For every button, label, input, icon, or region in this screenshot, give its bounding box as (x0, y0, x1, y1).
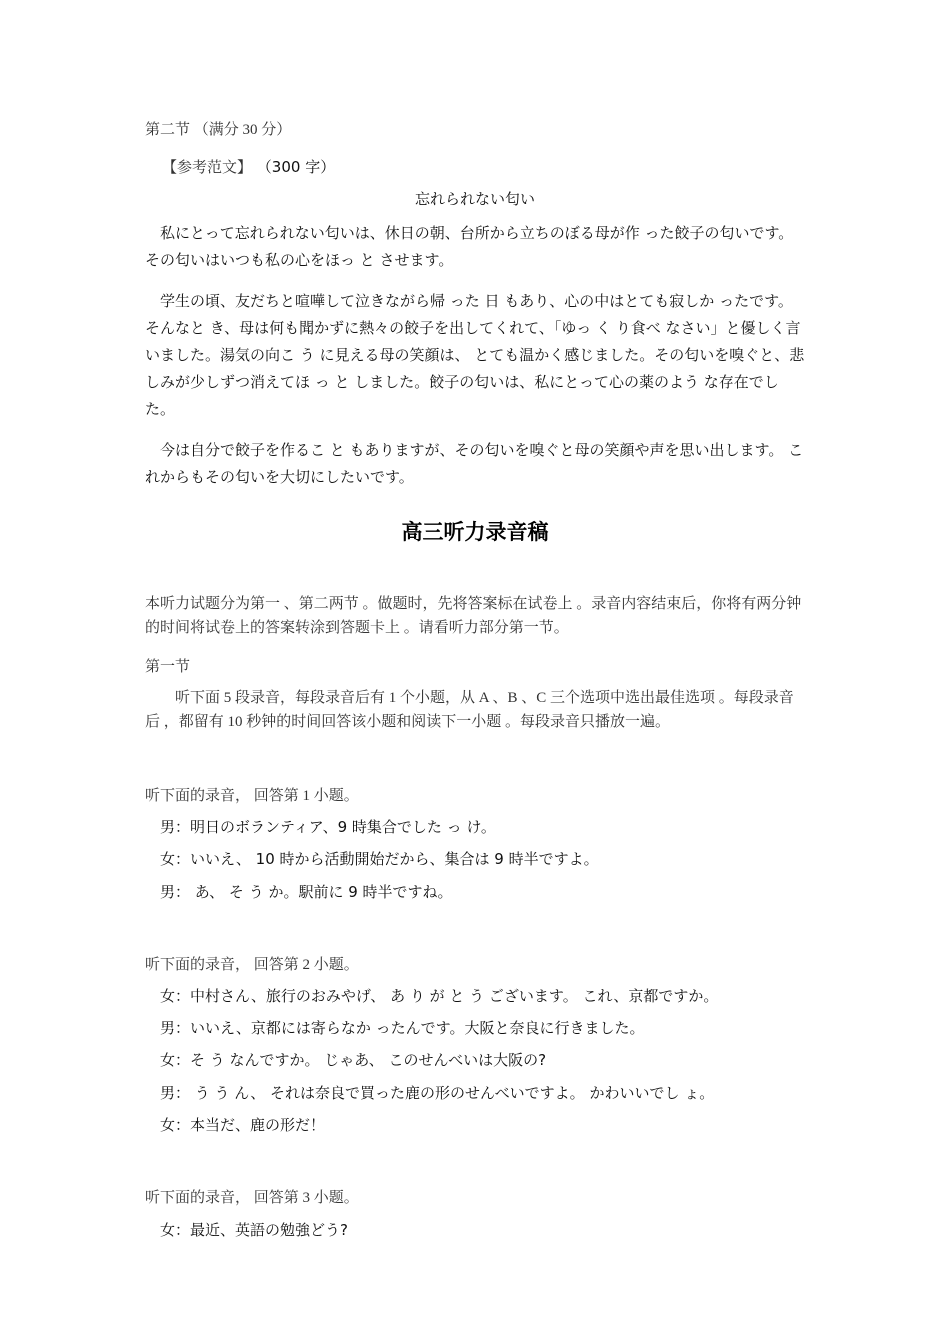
dialogue-line: 男：明日のボランティア、9 時集合でした っ け。 (160, 818, 496, 836)
transcript-intro: 本听力试题分为第一 、第二两节 。做题时，先将答案标在试卷上 。录音内容结束后，你将有两分钟的时间将试卷上的答案转涂到答题卡上 。请看听力部分第一节。 (145, 596, 802, 636)
dialogue-line: 女：本当だ、鹿の形だ！ (160, 1116, 326, 1134)
essay-paragraph-2: 学生の頃、友だちと喧嘩して泣きながら帰 った 日 もあり、心の中はとても寂しか ったです。 そんなと き、母は何も聞かずに熱々の餃子を出してくれて、「ゆっ く り食べ なさい」と優しく言いました。湯気の向こ う に見える母の笑顔は、 とても温かく感じました。その匂いを嗅ぐと、悲しみが少しずつ消えてほ っ と しました。餃子の匂いは、私にとって心の薬のよう な存在でした。 (145, 292, 805, 418)
dialogue-line: 女：いいえ、 10 時から活動開始だから、集合は 9 時半ですよ。 (160, 850, 599, 868)
q3-prompt: 听下面的录音， 回答第 3 小题。 (145, 1190, 359, 1206)
dialogue-line: 男： あ、 そ う か。駅前に 9 時半ですね。 (160, 883, 453, 901)
model-essay-label (162, 156, 335, 177)
transcript-title: 高三听力录音稿 (401, 520, 549, 544)
section-heading: 第二节 （满分 30 分） (145, 122, 292, 138)
part1-instructions: 听下面 5 段录音，每段录音后有 1 个小题，从 A 、B 、C 三个选项中选出最佳选项 。每段录音后 ，都留有 10 秒钟的时间回答该小题和阅读下一小题 。每段录音只播放一遍。 (145, 690, 794, 730)
essay-title: 忘れられない匂い (414, 190, 535, 208)
dialogue-line: 男： う う ん、 それは奈良で買った鹿の形のせんべいですよ。 かわいいでし ょ。 (160, 1084, 715, 1102)
dialogue-line: 女：中村さん、旅行のおみやげ、 あ り が と う ございます。 これ、京都ですか。 (160, 987, 719, 1005)
essay-paragraph-1: 私にとって忘れられない匂いは、休日の朝、台所から立ちのぼる母が作 った餃子の匂いです。 その匂いはいつも私の心をほっ と させます。 (145, 224, 794, 269)
dialogue-line: 女：そ う なんですか。 じゃあ、 このせんべいは大阪の? (160, 1051, 547, 1069)
dialogue-line: 男：いいえ、京都には寄らなか ったんです。大阪と奈良に行きました。 (160, 1019, 645, 1037)
q1-prompt: 听下面的录音， 回答第 1 小题。 (145, 788, 359, 804)
essay-paragraph-3: 今は自分で餃子を作るこ と もありますが、その匂いを嗅ぐと母の笑顔や声を思い出します。 これからもその匂いを大切にしたいです。 (145, 441, 804, 486)
char-count: （300 字） (256, 158, 336, 176)
part1-heading: 第一节 (145, 659, 191, 675)
model-essay-bracket-label: 【参考范文】 (162, 160, 253, 176)
dialogue-line: 女：最近、英語の勉強どう? (160, 1221, 348, 1239)
q2-prompt: 听下面的录音， 回答第 2 小题。 (145, 957, 359, 973)
